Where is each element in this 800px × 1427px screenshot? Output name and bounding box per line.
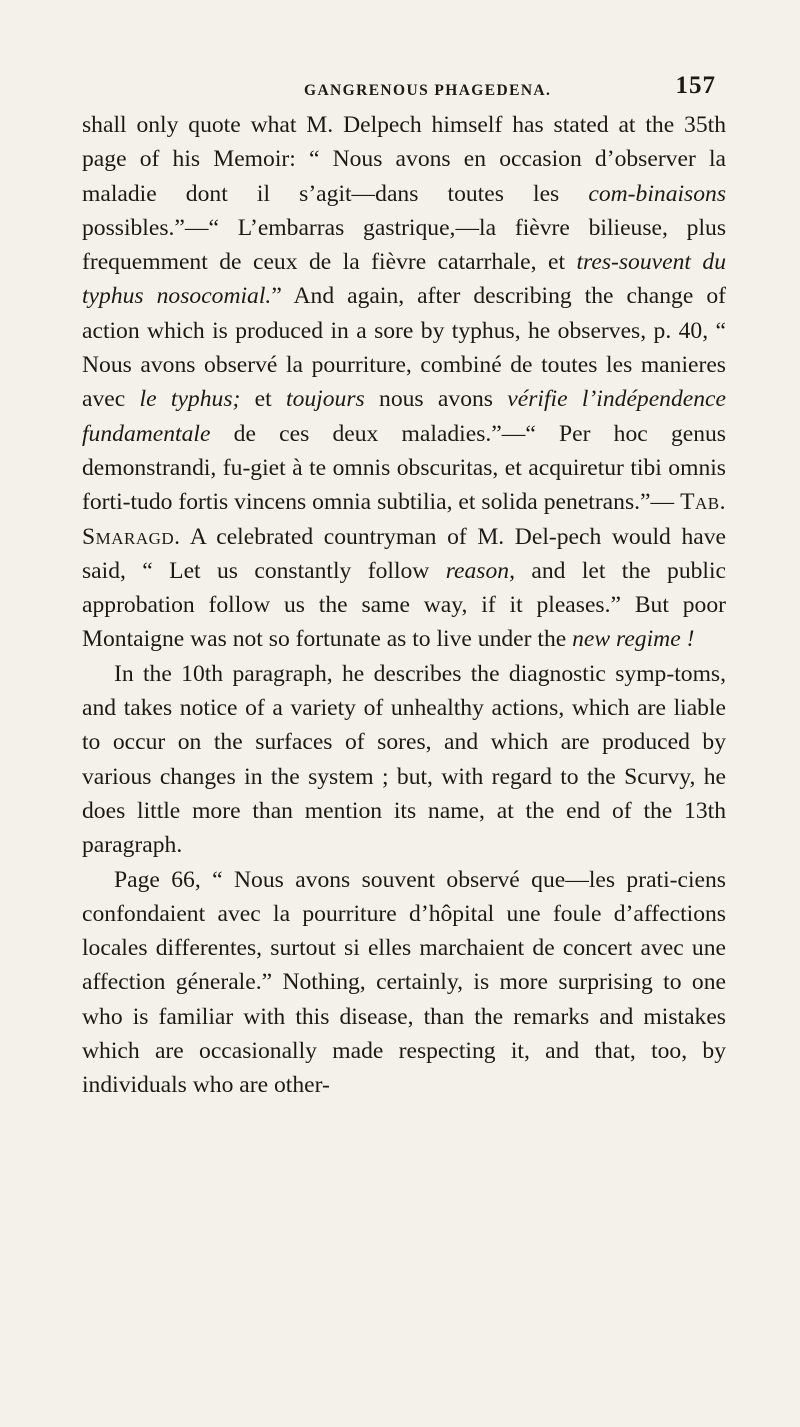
body-text bbox=[82, 108, 726, 1103]
text-run: Page 66, “ Nous avons souvent observé que—les prati-ciens confondaient avec la pourriture d’hôpital une foule d’affections locales differentes, surtout si elles marchaient de concert avec une affection génerale.” Nothing, certainly, is more surprising to one who is familiar with this disease, than the remarks and mistakes which are occasionally made respecting it, and that, too, by individuals who are other- bbox=[82, 866, 726, 1099]
text-run: possibles.”—“ L’embarras gastrique,—la fièvre bilieuse, plus frequemment de ceux de la fièvre catarrhale, et bbox=[82, 214, 726, 276]
text-run: ” And again, after describing the change of action which is produced in a sore by typhus, he observes, p. 40, “ Nous avons observé la pourriture, combiné de toutes les manieres avec bbox=[82, 283, 726, 413]
paragraph-1 bbox=[82, 108, 726, 657]
text-run: de ces deux maladies.”—“ Per hoc genus demonstrandi, fu-giet à te omnis obscuritas, et acquiretur tibi omnis forti-tudo fortis vincens omnia subtilia, et solida penetrans.”— bbox=[82, 420, 726, 516]
italic-run: vérifie l’indépendence fundamentale bbox=[82, 386, 726, 447]
italic-run: reason, bbox=[445, 557, 515, 584]
text-run: A celebrated countryman of M. Del-pech would have said, “ Let us constantly follow bbox=[82, 523, 726, 584]
text-run: et bbox=[240, 386, 287, 413]
italic-run: tres-souvent du typhus nosocomial. bbox=[82, 249, 726, 310]
page-number: 157 bbox=[675, 72, 716, 99]
italic-run: new regime ! bbox=[572, 626, 695, 653]
paragraph-2 bbox=[82, 657, 726, 863]
text-run: and let the public approbation follow us the same way, if it pleases.” But poor Montaigne was not so fortunate as to live under the bbox=[82, 557, 726, 653]
text-run: nous avons bbox=[364, 386, 508, 413]
italic-run: toujours bbox=[286, 386, 365, 413]
text-run: In the 10th paragraph, he describes the diagnostic symp-toms, and takes notice of a variety of unhealthy actions, which are liable to occur on the surfaces of sores, and which are produced by various changes in the system ; but, with regard to the Scurvy, he does little more than mention its name, at the end of the 13th paragraph. bbox=[82, 660, 726, 859]
paragraph-3 bbox=[82, 863, 726, 1103]
running-title: GANGRENOUS PHAGEDENA. bbox=[304, 82, 552, 99]
running-head bbox=[82, 62, 726, 102]
italic-run: com-binaisons bbox=[588, 180, 726, 207]
text-run: shall only quote what M. Delpech himself has stated at the 35th page of his Memoir: “ Nous avons en occasion d’observer la maladie dont il s’agit—dans toutes les bbox=[82, 112, 726, 207]
small-caps-run: Tab. Smaragd. bbox=[82, 489, 726, 550]
italic-run: le typhus; bbox=[139, 386, 241, 413]
